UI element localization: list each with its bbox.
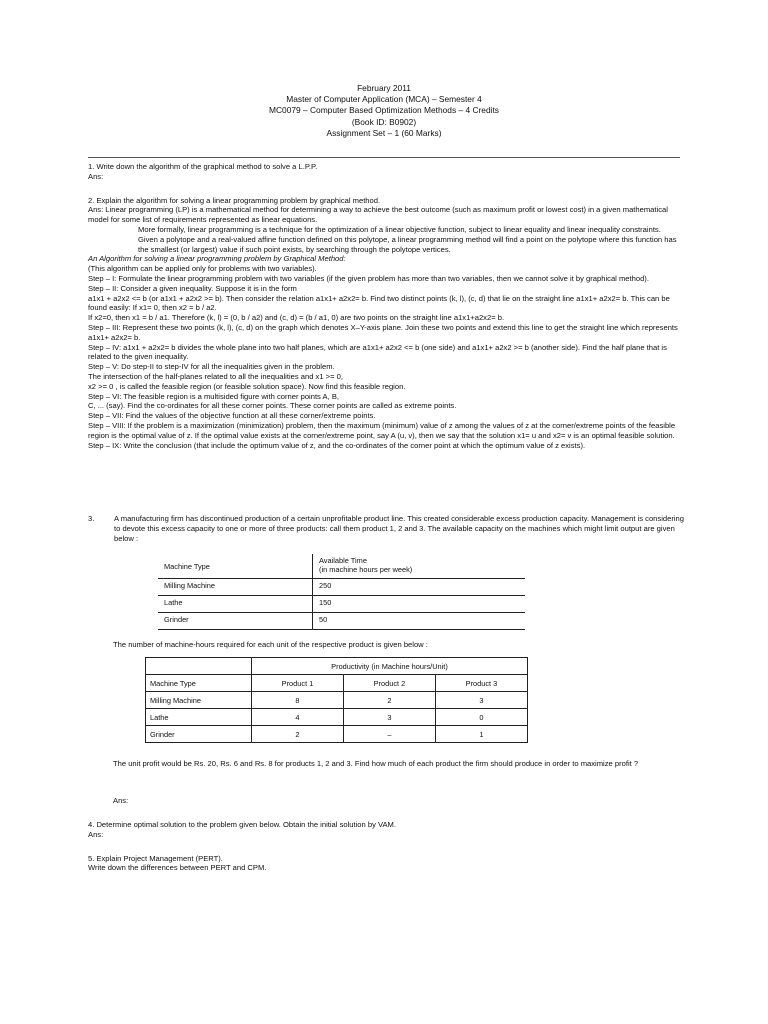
q3-text: A manufacturing firm has discontinued production of a certain unprofitable product line. This created considerable excess production capacity. Management is considering to devote this excess capacity to one or more of three products: call them product 1, 2 and 3. The available capacity on the machines which might limit output are given below : [114,514,684,543]
available-time-unit: (in machine hours per week) [319,565,413,574]
questions-1-2 [88,162,680,450]
productivity-cell: Lathe [146,709,252,726]
q5-question: 5. Explain Project Management (PERT). [88,853,223,863]
productivity-header-cell: Product 1 [252,675,344,692]
capacity-header-available-time [313,554,526,579]
header-book-id: (Book ID: B0902) [351,116,417,127]
productivity-cell: – [343,726,435,743]
q2-step-2: Step – II: Consider a given inequality. Suppose it is in the form [88,283,297,293]
q2-step-5-region: x2 >= 0 , is called the feasible region (or feasible solution space). Now find this feasible region. [88,381,406,391]
q2-paragraph-1: Ans: Linear programming (LP) is a mathematical method for determining a way to achieve the best outcome (such as maximum profit or lowest cost) in a given mathematical model for some list of requirements represented as linear equations. [88,205,668,225]
productivity-cell: 2 [252,726,344,743]
q2-step-3: Step – III: Represent these two points (k, l), (c, d) on the graph which denotes X–Y-axis plane. Join these two points and extend this line to get the straight line which represents a1x1+ a2x2= b. [88,322,678,342]
capacity-cell: Grinder [158,613,313,630]
productivity-cell: 2 [343,692,435,709]
q2-algorithm-note: (This algorithm can be applied only for problems with two variables). [88,264,317,274]
q2-step-8: Step – VIII: If the problem is a maximization (minimization) problem, then the maximum (minimum) value of z among the values of z at the corner/extreme points of the feasible region is the optimal value of z. If the optimal value exists at the corner/extreme point, say A (u, v), then we say that the solution x1= u and x2= v is an optimal feasible solution. [88,420,676,440]
productivity-group-header-row [146,658,528,675]
productivity-header-cell: Machine Type [146,675,252,692]
q2-step-5-detail: The intersection of the half-planes related to all the inequalities and x1 >= 0, [88,371,343,381]
q1-question: 1. Write down the algorithm of the graphical method to solve a L.P.P. [88,162,318,171]
table-row [146,692,528,709]
header-assignment-set: Assignment Set – 1 (60 Marks) [326,127,442,138]
q3-answer-label: Ans: [113,796,129,805]
q2-step-4: Step – IV: a1x1 + a2x2= b divides the whole plane into two half planes, which are a1x1+ a2x2 <= b (one side) and a1x1+ a2x2 >= b (another side). Find the half plane that is related to the given inequality. [88,342,667,362]
capacity-cell: 50 [313,613,526,630]
productivity-cell: 3 [343,709,435,726]
productivity-table [145,657,528,743]
q2-step-6: Step – VI: The feasible region is a multisided figure with corner points A, B, [88,391,340,401]
q3-profit-question: The unit profit would be Rs. 20, Rs. 6 and Rs. 8 for products 1, 2 and 3. Find how much of each product the firm should produce in order to maximize profit ? [113,759,639,768]
q3-number: 3. [88,514,95,523]
productivity-cell: 3 [435,692,527,709]
available-time-label: Available Time [319,556,367,565]
productivity-cell: 0 [435,709,527,726]
q2-step-2-points: If x2=0, then x1 = b / a1. Therefore (k, l) = (0, b / a2) and (c, d) = (b / a1, 0) are two points on the straight line a1x1+a2x2= b. [88,313,505,323]
q5-subquestion: Write down the differences between PERT and CPM. [88,863,267,873]
q2-step-7: Step – VII: Find the values of the objective function at all these corner/extreme points. [88,411,376,421]
capacity-cell: Milling Machine [158,579,313,596]
productivity-cell: 4 [252,709,344,726]
table-row [158,596,525,613]
capacity-table [158,554,525,630]
q1-answer-label: Ans: [88,171,104,181]
productivity-group-header: Productivity (in Machine hours/Unit) [252,658,528,675]
productivity-cell: 1 [435,726,527,743]
q2-algorithm-title: An Algorithm for solving a linear programming problem by Graphical Method: [88,254,346,264]
q2-question: 2. Explain the algorithm for solving a linear programming problem by graphical method. [88,195,381,205]
productivity-header-row [146,675,528,692]
table-row [158,613,525,630]
productivity-cell: 8 [252,692,344,709]
productivity-cell: Grinder [146,726,252,743]
table-row [146,726,528,743]
capacity-cell: Lathe [158,596,313,613]
productivity-header-cell: Product 3 [435,675,527,692]
capacity-table-header [158,554,525,579]
capacity-cell: 250 [313,579,526,596]
header-program: Master of Computer Application (MCA) – Semester 4 [286,94,482,105]
header-course: MC0079 – Computer Based Optimization Methods – 4 Credits [269,105,499,116]
q2-step-5: Step – V: Do step-II to step-IV for all the inequalities given in the problem. [88,362,335,372]
assignment-header [0,83,768,139]
q2-paragraph-2: More formally, linear programming is a technique for the optimization of a linear objective function, subject to linear equality and linear inequality constraints. Given a polytope and a real-valued affine function defined on this polytope, a linear programming method will find a point on the polytope where this function has the smallest (or largest) value if such point exists, by searching through the polytope vertices. [138,224,677,254]
table-row [146,709,528,726]
q2-step-2-detail: a1x1 + a2x2 <= b (or a1x1 + a2x2 >= b). Then consider the relation a1x1+ a2x2= b. Find two distinct points (k, l), (c, d) that lie on the straight line a1x1+ a2x2= b. This can be found easily: If x1= 0, then x2 = b / a2. [88,293,670,313]
header-divider [88,157,680,158]
productivity-blank-cell [146,658,252,675]
capacity-cell: 150 [313,596,526,613]
header-date: February 2011 [357,83,411,93]
q4-answer-label: Ans: [88,829,104,839]
productivity-cell: Milling Machine [146,692,252,709]
table-row [158,579,525,596]
productivity-header-cell: Product 2 [343,675,435,692]
questions-4-5 [88,820,680,873]
q2-step-6-detail: C, ... (say). Find the co-ordinates for all these corner points. These corner points are called as extreme points. [88,401,457,411]
q3-productivity-intro: The number of machine-hours required for each unit of the respective product is given below : [113,640,428,649]
q2-step-1: Step – I: Formulate the linear programming problem with two variables (if the given problem has more than two variables, then we cannot solve it by graphical method). [88,273,649,283]
capacity-header-machine-type: Machine Type [158,554,313,579]
q4-question: 4. Determine optimal solution to the problem given below. Obtain the initial solution by VAM. [88,820,396,829]
q2-step-9: Step – IX: Write the conclusion (that include the optimum value of z, and the co-ordinates of the corner point at which the optimum value of z exists). [88,440,586,450]
